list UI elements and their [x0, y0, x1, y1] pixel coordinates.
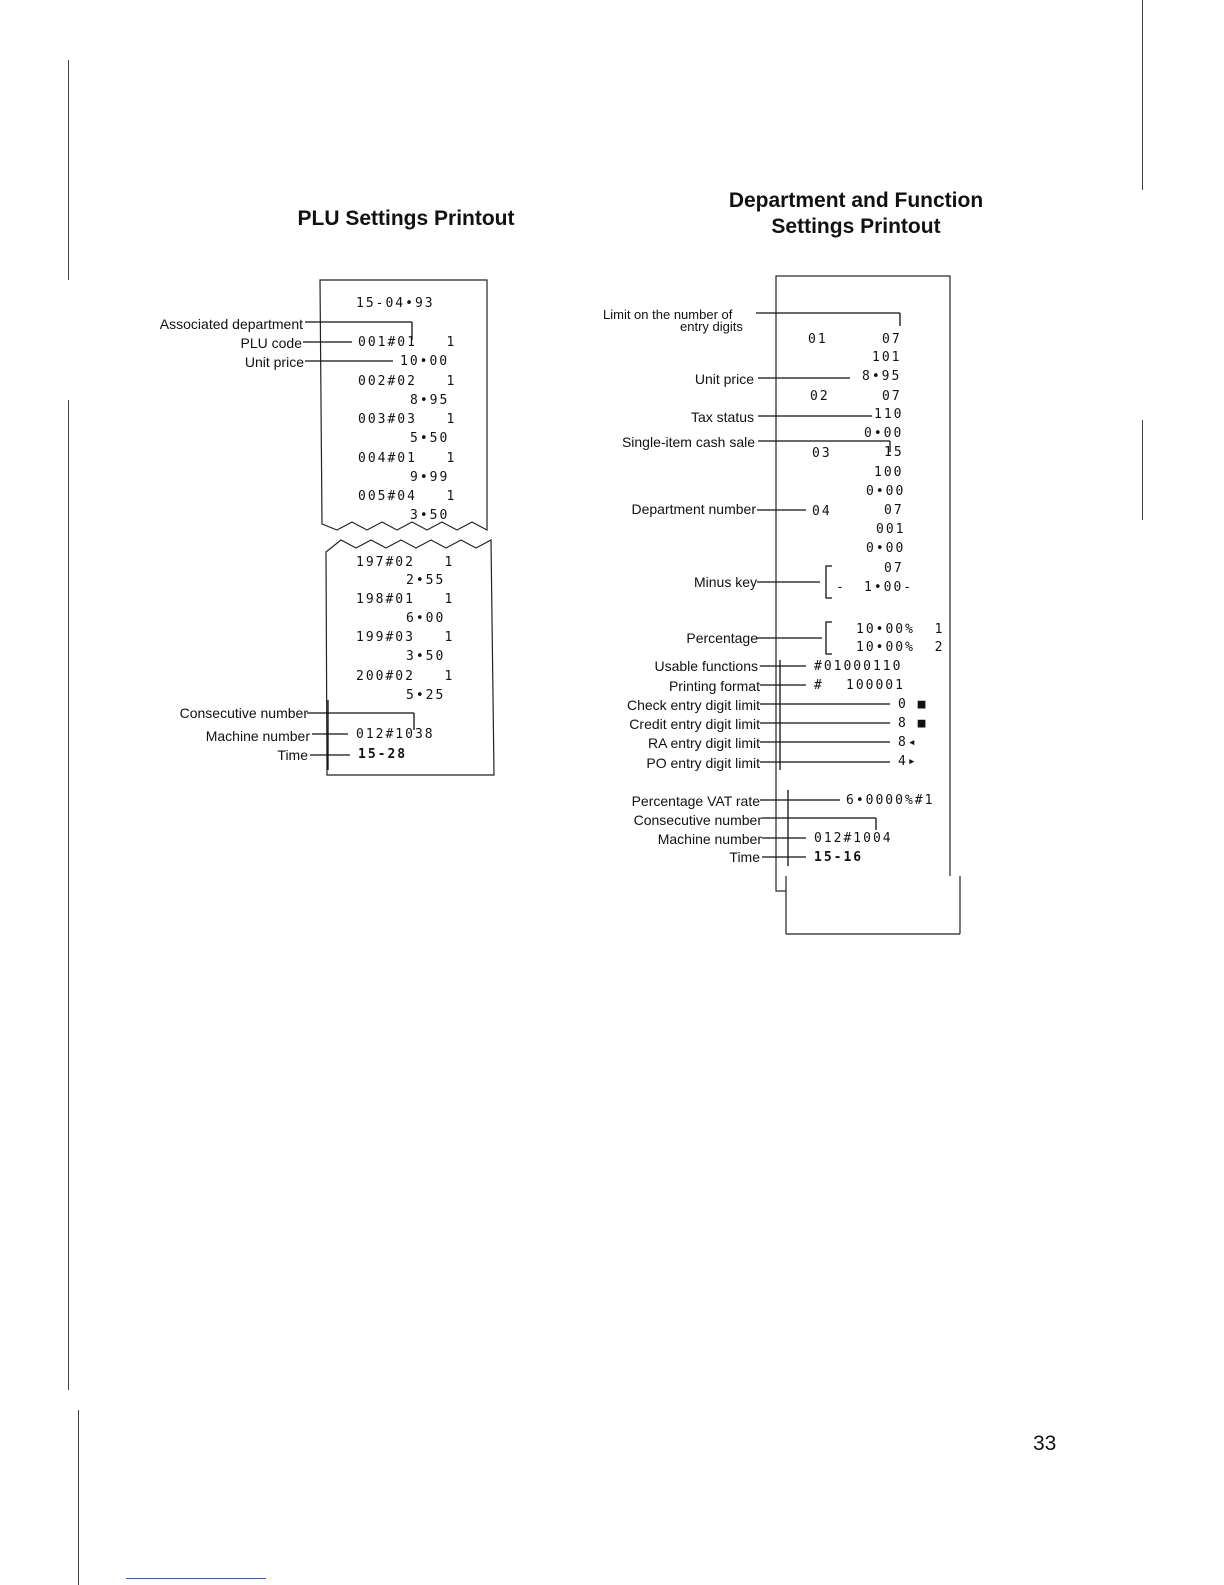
- label-department-number: Department number: [631, 501, 756, 517]
- minus-digits: 07: [884, 561, 904, 576]
- plu-line: 199#03 1: [356, 630, 455, 645]
- label-plu-consecutive-number: Consecutive number: [179, 705, 308, 721]
- printing-format-value: 100001: [846, 678, 905, 693]
- label-ra-entry-limit: RA entry digit limit: [647, 735, 760, 751]
- dept-04: 04: [812, 504, 832, 519]
- label-dept-unit-price: Unit price: [694, 371, 754, 387]
- label-check-entry-limit: Check entry digit limit: [626, 697, 760, 713]
- plu-line: 005#04 1: [358, 489, 457, 504]
- dept-02-tax: 110: [874, 407, 904, 422]
- percentage-1: 10•00% 1: [856, 622, 945, 637]
- label-printing-format: Printing format: [668, 678, 760, 694]
- dept-title-line2: Settings Printout: [771, 215, 941, 238]
- po-limit-value: 4▸: [898, 754, 918, 769]
- label-credit-entry-limit: Credit entry digit limit: [629, 716, 760, 732]
- dept-01-tax: 101: [872, 350, 902, 365]
- plu-machine-number: 012#1038: [356, 727, 435, 742]
- label-percentage: Percentage: [686, 630, 758, 646]
- dept-time: 15-16: [814, 850, 864, 865]
- label-plu-unit-price: Unit price: [244, 354, 304, 370]
- dept-02-digits: 07: [882, 389, 902, 404]
- dept-02-price: 0•00: [864, 426, 904, 441]
- label-dept-machine-number: Machine number: [657, 831, 762, 847]
- plu-line: 5•25: [406, 688, 446, 703]
- minus-dash: -: [836, 580, 846, 595]
- label-dept-consecutive-number: Consecutive number: [633, 812, 762, 828]
- dept-03-price: 0•00: [866, 484, 906, 499]
- dept-03: 03: [812, 446, 832, 461]
- dept-01: 01: [808, 332, 828, 347]
- percentage-2: 10•00% 2: [856, 640, 945, 655]
- usable-functions-value: #01000110: [814, 659, 903, 674]
- plu-line: 003#03 1: [358, 412, 457, 427]
- plu-title: PLU Settings Printout: [297, 207, 515, 230]
- dept-machine-number: 012#1004: [814, 831, 893, 846]
- dept-title-line1: Department and Function: [728, 189, 984, 212]
- plu-line: 2•55: [406, 573, 446, 588]
- plu-line: 3•50: [406, 649, 446, 664]
- label-limit-entry-digits: Limit on the number of: [603, 307, 733, 322]
- label-usable-functions: Usable functions: [654, 658, 758, 674]
- label-dept-time: Time: [729, 849, 760, 865]
- label-limit-entry-digits-2: entry digits: [680, 319, 743, 334]
- plu-date: 15-04•93: [356, 296, 435, 311]
- page-number: 33: [1033, 1432, 1057, 1455]
- ra-limit-value: 8◂: [898, 735, 918, 750]
- label-plu-time: Time: [277, 747, 308, 763]
- label-plu-code: PLU code: [240, 335, 302, 351]
- plu-line: 198#01 1: [356, 592, 455, 607]
- dept-01-digits: 07: [882, 332, 902, 347]
- plu-line: 197#02 1: [356, 555, 455, 570]
- dept-03-digits: 15: [884, 445, 904, 460]
- plu-line: 200#02 1: [356, 669, 455, 684]
- plu-line: 9•99: [410, 470, 450, 485]
- check-limit-value: 0 ■: [898, 697, 928, 712]
- label-associated-department: Associated department: [159, 316, 303, 332]
- dept-02: 02: [810, 389, 830, 404]
- printing-format-hash: #: [814, 678, 824, 693]
- plu-time: 15-28: [358, 747, 408, 762]
- credit-limit-value: 8 ■: [898, 716, 928, 731]
- plu-line: 8•95: [410, 393, 450, 408]
- dept-04-tax: 001: [876, 522, 906, 537]
- plu-line: 6•00: [406, 611, 446, 626]
- dept-01-price: 8•95: [862, 369, 902, 384]
- label-single-item-cash-sale: Single-item cash sale: [621, 434, 755, 450]
- plu-line: 10•00: [400, 354, 450, 369]
- plu-line: 002#02 1: [358, 374, 457, 389]
- plu-line: 5•50: [410, 431, 450, 446]
- plu-line: 3•50: [410, 508, 450, 523]
- dept-03-tax: 100: [874, 465, 904, 480]
- label-plu-machine-number: Machine number: [205, 728, 310, 744]
- dept-04-digits: 07: [884, 503, 904, 518]
- minus-value: 1•00-: [864, 580, 914, 595]
- label-vat-rate: Percentage VAT rate: [631, 793, 760, 809]
- label-tax-status: Tax status: [690, 409, 754, 425]
- plu-line: 001#01 1: [358, 335, 457, 350]
- plu-line: 004#01 1: [358, 451, 457, 466]
- dept-04-price: 0•00: [866, 541, 906, 556]
- label-po-entry-limit: PO entry digit limit: [646, 755, 760, 771]
- label-minus-key: Minus key: [693, 574, 757, 590]
- vat-rate-value: 6•0000%#1: [846, 793, 935, 808]
